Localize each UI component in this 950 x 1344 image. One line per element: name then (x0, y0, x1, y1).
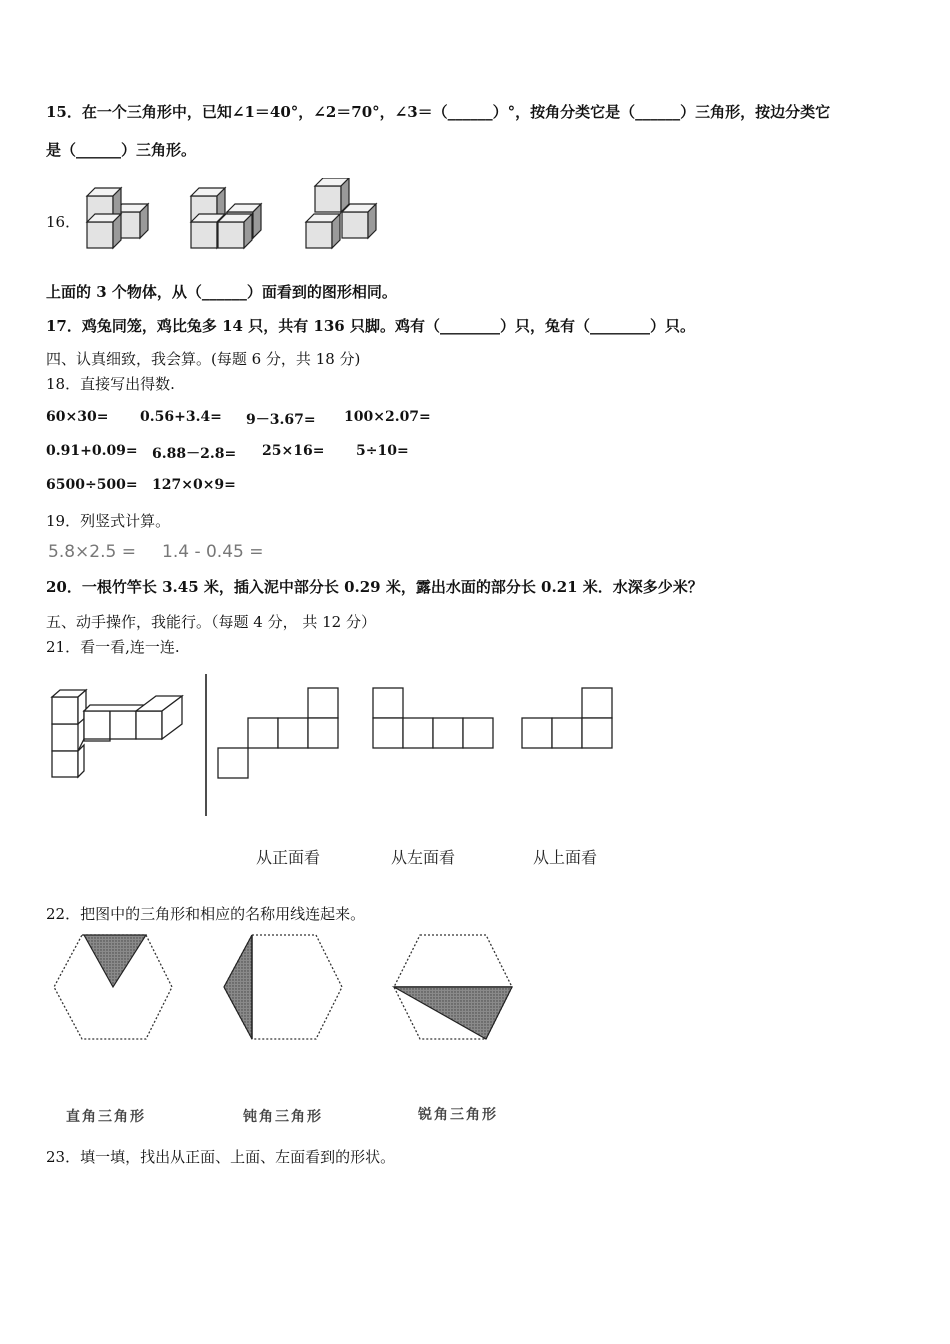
q18-row-2 (46, 443, 546, 463)
q21-cube-solid (52, 690, 182, 777)
calc-item: 100×2.07= (344, 409, 431, 425)
q19-item-1: 5.8×2.5 = (48, 542, 136, 562)
section5-title: 五、动手操作，我能行。（每题 4 分， 共 12 分） (46, 613, 376, 631)
q21-view-label-front: 从正面看 (256, 848, 321, 867)
q21-figures (46, 670, 626, 820)
calc-item: 6.88－2.8= (152, 446, 237, 462)
q21-view-label-top: 从上面看 (533, 848, 598, 867)
q15-line2: 是（______）三角形。 (46, 141, 197, 159)
q21-view-2 (373, 688, 493, 748)
q19-title: 19．列竖式计算。 (46, 512, 171, 530)
q21-title: 21．看一看,连一连. (46, 638, 180, 656)
q16-figure-2 (191, 188, 261, 248)
calc-item: 9－3.67= (246, 412, 316, 428)
q18-title: 18．直接写出得数. (46, 375, 175, 393)
q17-text: 17．鸡兔同笼，鸡比兔多 14 只，共有 136 只脚。鸡有（________）只，兔有（________）只。 (46, 317, 695, 335)
q22-hexagon-1 (54, 935, 172, 1039)
q22-title: 22．把图中的三角形和相应的名称用线连起来。 (46, 905, 366, 923)
q16-text: 上面的 3 个物体，从（______）面看到的图形相同。 (46, 283, 397, 301)
calc-item: 6500÷500= (46, 477, 138, 493)
q15-line1: 15．在一个三角形中，已知∠1＝40°，∠2＝70°，∠3＝（______）°，按角分类它是（______）三角形，按边分类它 (46, 103, 831, 121)
calc-item: 0.56+3.4= (140, 409, 222, 425)
q20-text: 20．一根竹竿长 3.45 米，插入泥中部分长 0.29 米，露出水面的部分长 0.21 米．水深多少米？ (46, 578, 703, 596)
q16-cube-figures (80, 178, 400, 256)
q16-number: 16． (46, 213, 81, 231)
q21-view-3 (522, 688, 612, 748)
q22-name-acute: 锐角三角形 (418, 1107, 498, 1123)
q22-name-obtuse: 钝角三角形 (243, 1109, 323, 1125)
calc-item: 127×0×9= (152, 477, 236, 493)
q22-hexagon-2 (224, 935, 342, 1039)
calc-item: 0.91+0.09= (46, 443, 138, 459)
q16-figure-1 (87, 188, 148, 248)
q22-hexagon-3 (394, 935, 512, 1039)
section4-title: 四、认真细致，我会算。(每题 6 分，共 18 分) (46, 350, 361, 368)
q21-view-1 (218, 688, 338, 778)
q22-name-right: 直角三角形 (66, 1109, 146, 1125)
q18-row-3 (46, 477, 546, 497)
q21-view-label-left: 从左面看 (391, 848, 456, 867)
q18-row-1 (46, 409, 546, 429)
q19-item-2: 1.4 - 0.45 = (162, 542, 264, 562)
q23-title: 23．填一填，找出从正面、上面、左面看到的形状。 (46, 1148, 396, 1166)
calc-item: 60×30= (46, 409, 109, 425)
q22-hexagons (46, 928, 526, 1048)
q16-figure-3 (306, 178, 376, 248)
calc-item: 25×16= (262, 443, 325, 459)
calc-item: 5÷10= (356, 443, 409, 459)
